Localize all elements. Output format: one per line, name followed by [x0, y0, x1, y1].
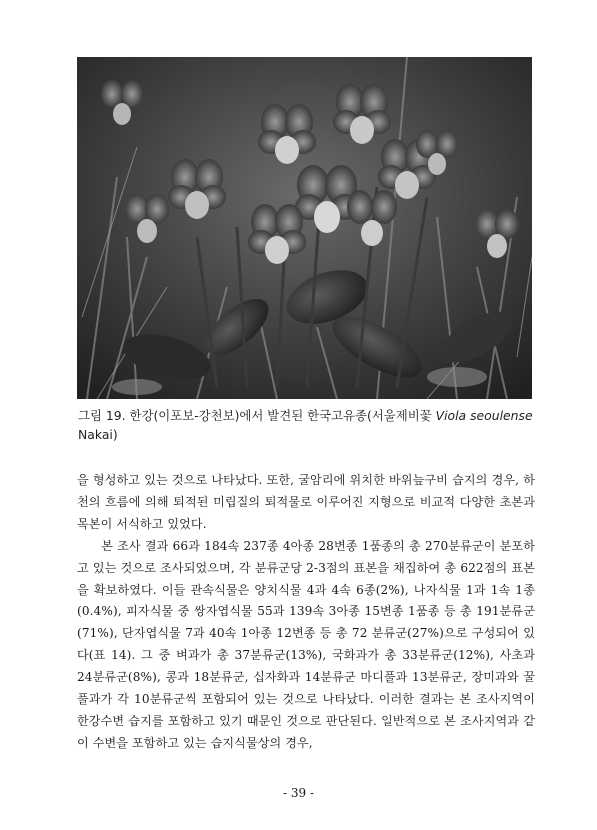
- caption-suffix: Nakai): [78, 427, 118, 442]
- viola-photo-illustration: [77, 57, 532, 399]
- caption-scientific-name: Viola seoulense: [435, 408, 533, 423]
- figure-photo: [77, 57, 532, 399]
- paragraph: 을 형성하고 있는 것으로 나타났다. 또한, 굴암리에 위치한 바위늪구비 습지의 경우, 하천의 흐름에 의해 퇴적된 미립질의 퇴적물로 이루어진 지형으로 비교적 다양한 초본과 목본이 서식하고 있었다.: [77, 473, 535, 531]
- caption-prefix: 그림 19. 한강(이포보-강천보)에서 발견된 한국고유종(서울제비꽃: [78, 408, 436, 423]
- paragraph: 본 조사 결과 66과 184속 237종 4아종 28변종 1품종의 총 270분류군이 분포하고 있는 것으로 조사되었으며, 각 분류군당 2-3점의 표본을 채집하여 총 622점의 표본을 확보하였다. 이들 관속식물은 양치식물 4과 4속 6종(2%), 나자식물 1과 1속 1종(0.4%), 피자식물 중 쌍자엽식물 55과 139속 3아종 15변종 1품종 등 총 191분류군(71%), 단자엽식물 7과 40속 1아종 12변종 등 총 72 분류군(27%)으로 구성되어 있다(표 14). 그 중 벼과가 총 37분류군(13%), 국화과가 총 33분류군(12%), 사초과 24분류군(8%), 콩과 18분류군, 십자화과 14분류군 마디풀과 13분류군, 장미과와 꿀풀과가 각 10분류군씩 포함되어 있는 것으로 나타났다. 이러한 결과는 본 조사지역이 한강수변 습지를 포함하고 있기 때문인 것으로 판단된다. 일반적으로 본 조사지역과 같이 수변을 포함하고 있는 습지식물상의 경우,: [77, 538, 535, 750]
- body-text: [77, 470, 535, 755]
- page-number: - 39 -: [282, 786, 314, 800]
- figure-caption: [78, 406, 538, 444]
